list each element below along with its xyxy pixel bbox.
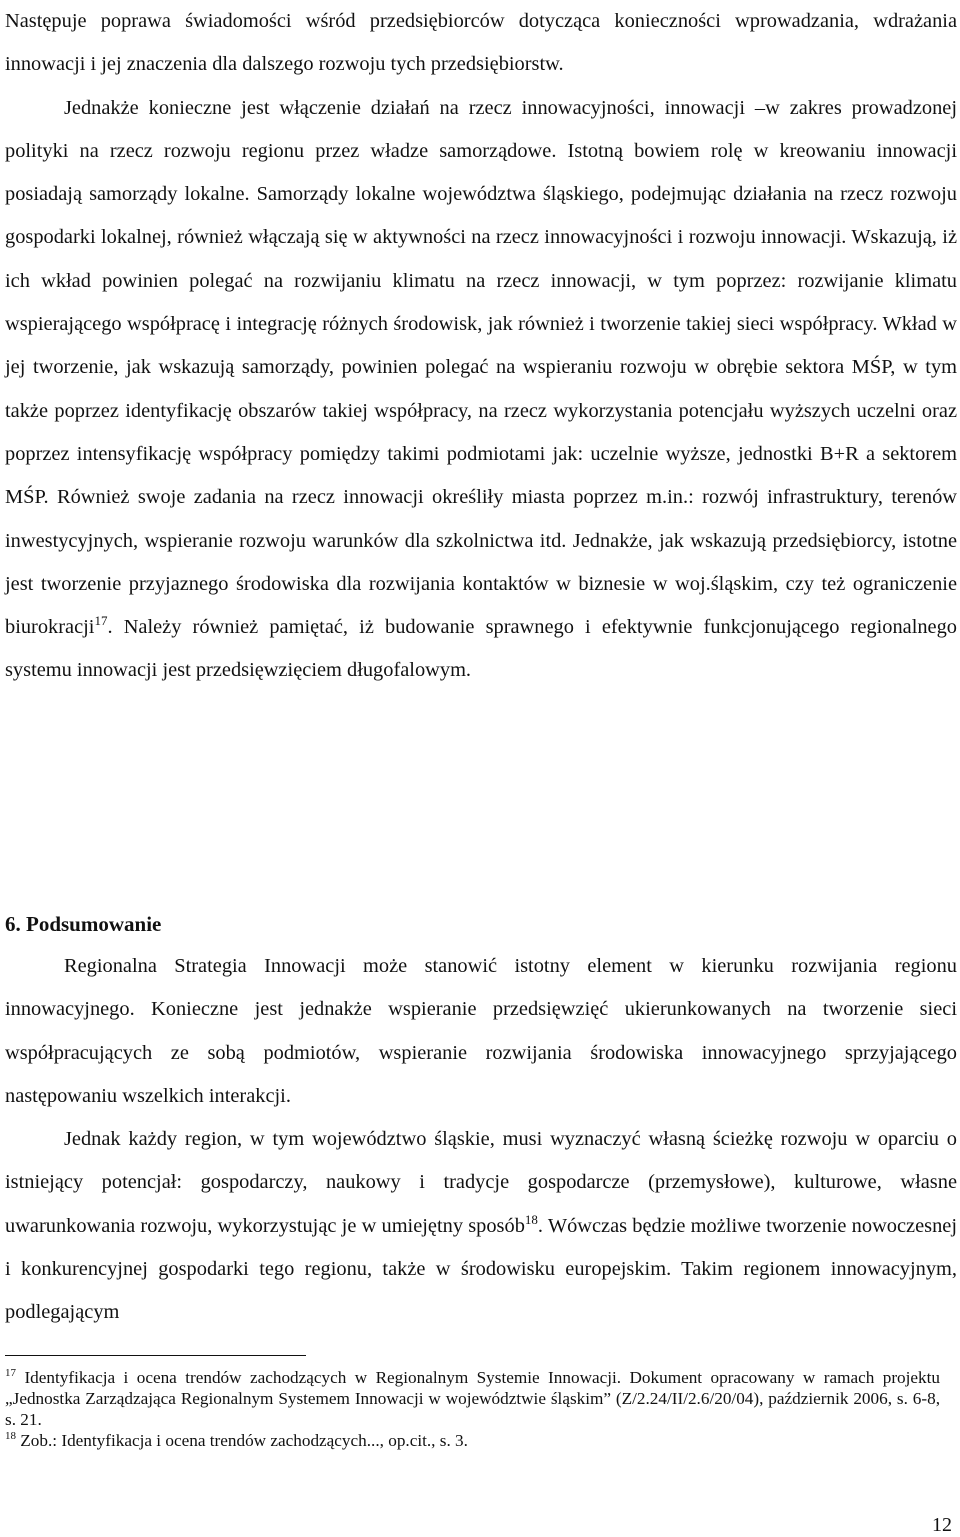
paragraph-awareness: Następuje poprawa świadomości wśród przedsiębiorców dotycząca konieczności wprowadzania, wdrażania innowacji i jej znaczenia dla dalszego rozwoju tych przedsiębiorstw. (5, 10, 957, 76)
paragraph-local-government-text: Jednakże konieczne jest włączenie działań na rzecz innowacyjności, innowacji –w zakres prowadzonej polityki na rzecz rozwoju regionu przez władze samorządowe. Istotną bowiem rolę w kreowaniu innowacji posiadają samorządy lokalne. Samorządy lokalne województwa śląskiego, podejmując działania na rzecz rozwoju gospodarki lokalnej, również włączają się w aktywności na rzecz innowacyjności i rozwoju innowacji. Wskazują, iż ich wkład powinien polegać na rozwijaniu klimatu na rzecz innowacji, w tym poprzez: rozwijanie klimatu wspierającego współpracę i integrację różnych środowisk, jak również i tworzenie takiej sieci współpracy. Wkład w jej tworzenie, jak wskazują samorządy, powinien polegać na wspieraniu rozwoju w obrębie sektora MŚP, w tym także poprzez identyfikację obszarów takiej współpracy, na rzecz wykorzystania potencjału wyższych uczelni oraz poprzez intensyfikację współpracy pomiędzy takimi podmiotami jak: uczelnie wyższe, jednostki B+R a sektorem MŚP. Również swoje zadania na rzecz innowacji określiły miasta poprzez m.in.: rozwój infrastruktury, terenów inwestycyjnych, wspieranie rozwoju warunków dla szkolnictwa itd. Jednakże, jak wskazują przedsiębiorcy, istotne jest tworzenie przyjaznego środowiska dla rozwijania kontaktów w biznesie w woj.śląskim, czy też ograniczenie biurokracji (5, 96, 957, 639)
summary-section (5, 945, 957, 1335)
footnote-ref-18[interactable]: 18 (524, 1211, 538, 1227)
paragraph-region-path-continuation: . Wówczas będzie możliwe tworzenie nowoczesnej i konkurencyjnej gospodarki tego regionu, także w środowisku europejskim. Takim regionem innowacyjnym, podlegającym (5, 1214, 957, 1324)
footnote-text: Identyfikacja i ocena trendów zachodzących w Regionalnym Systemie Innowacji. Dokument opracowany w ramach projektu „Jednostka Zarządzająca Regionalnym Systemem Innowacji w województwie śląskim” (Z/2.24/II/2.6/20/04), październik 2006, s. 6-8, s. 21. (5, 1368, 941, 1429)
paragraph-local-government (5, 87, 957, 693)
paragraph-region-path (5, 1118, 957, 1334)
footnote-separator (5, 1355, 306, 1356)
page-body (5, 0, 957, 693)
section-heading: 6. Podsumowanie (5, 912, 162, 936)
footnotes (5, 1367, 940, 1451)
footnote-number: 18 (5, 1430, 16, 1442)
paragraph-region-path-text: Jednak każdy region, w tym województwo śląskie, musi wyznaczyć własną ścieżkę rozwoju w oparciu o istniejący potencjał: gospodarczy, naukowy i tradycje gospodarcze (przemysłowe), kulturowe, własne uwarunkowania rozwoju, wykorzystując je w umiejętny sposób (5, 1128, 957, 1237)
paragraph-strategy: Regionalna Strategia Innowacji może stanowić istotny element w kierunku rozwijania regionu innowacyjnego. Konieczne jest jednakże wspieranie przedsięwzięć ukierunkowanych na tworzenie sieci współpracujących ze sobą podmiotów, wspieranie rozwijania środowiska innowacyjnego sprzyjającego następowaniu wszelkich interakcji. (5, 955, 957, 1107)
footnote-18 (5, 1430, 940, 1451)
footnote-ref-17[interactable]: 17 (94, 613, 108, 629)
paragraph-local-government-continuation: . Należy również pamiętać, iż budowanie sprawnego i efektywnie funkcjonującego regionalnego systemu innowacji jest przedsięwzięciem długofalowym. (5, 616, 957, 682)
footnote-text: Zob.: Identyfikacja i ocena trendów zachodzących..., op.cit., s. 3. (20, 1431, 468, 1450)
page-number: 12 (932, 1514, 952, 1536)
footnote-17 (5, 1367, 940, 1430)
footnote-number: 17 (5, 1367, 16, 1379)
